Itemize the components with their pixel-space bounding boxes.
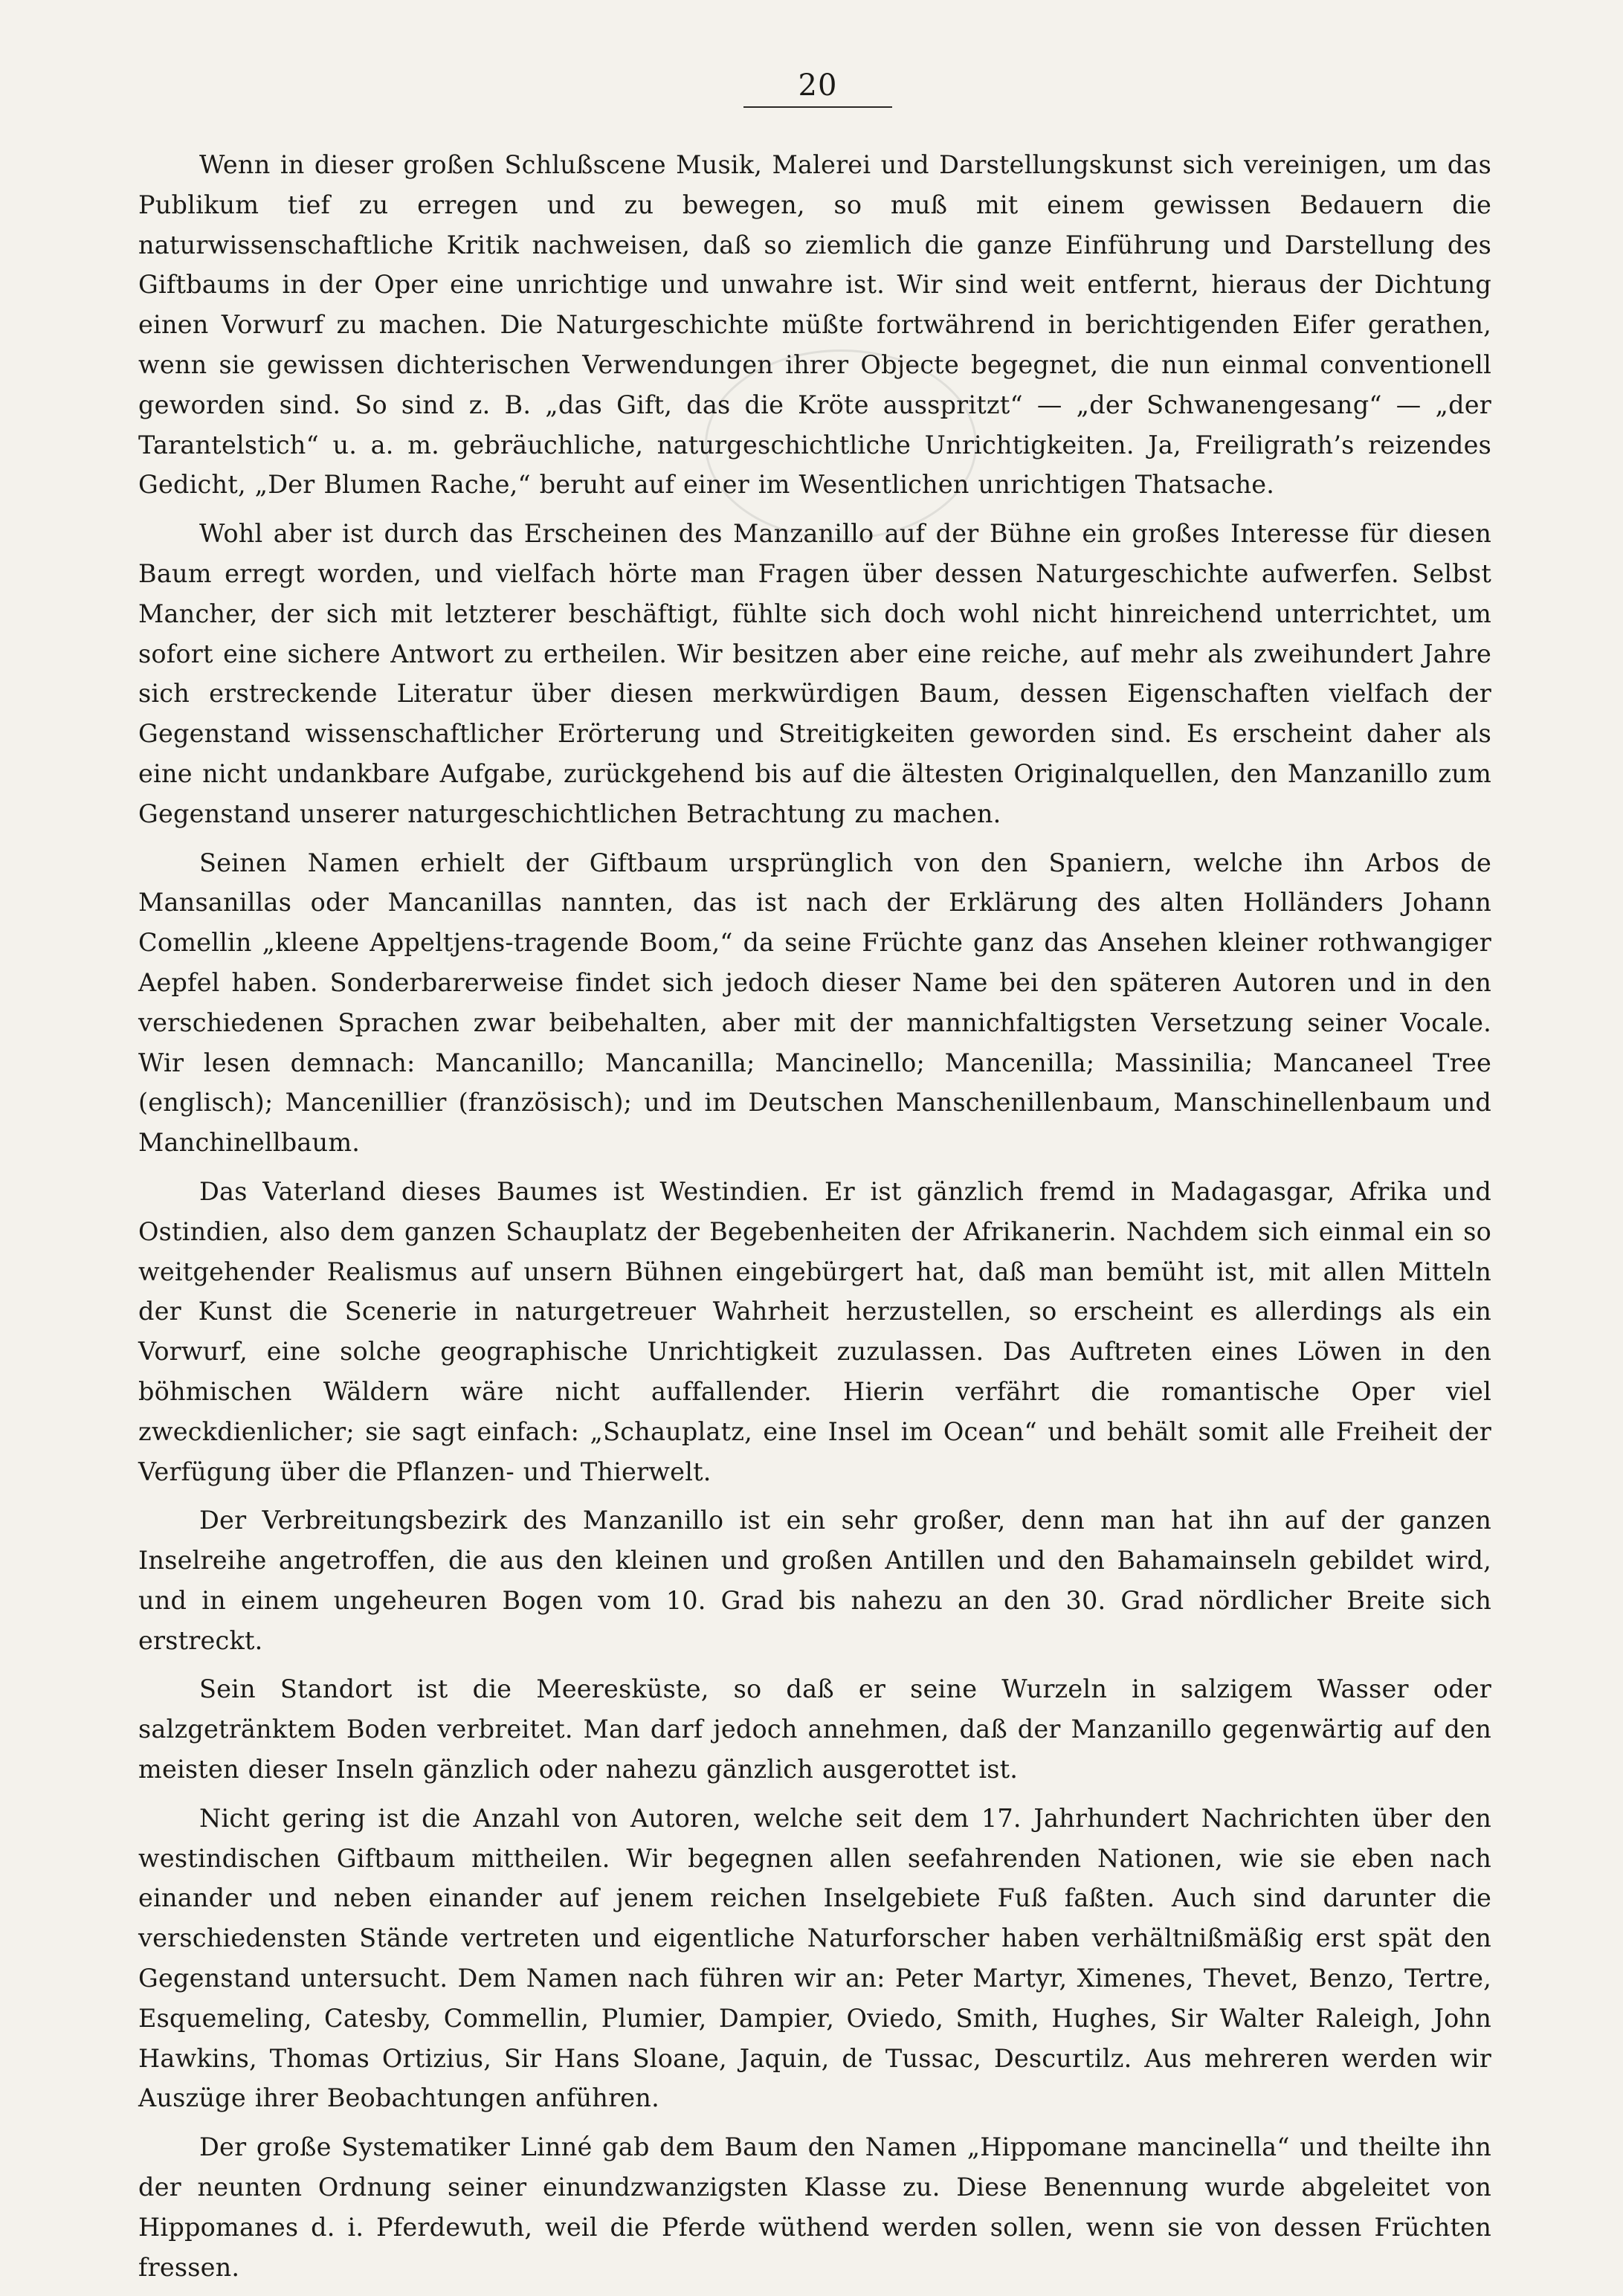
- page-number: 20: [798, 68, 838, 103]
- paragraph-3: Seinen Namen erhielt der Giftbaum ursprünglich von den Spaniern, welche ihn Arbos de Mansanillas oder Mancanillas nannten, das ist nach der Erklärung des alten Holländers Johann Comellin „kleene Appeltjens-tragende Boom,“ da seine Früchte ganz das Ansehen kleiner rothwangiger Aepfel haben. Sonderbarerweise findet sich jedoch dieser Name bei den späteren Autoren und in den verschiedenen Sprachen zwar beibehalten, aber mit der mannichfaltigsten Versetzung seiner Vocale. Wir lesen demnach: Mancanillo; Mancanilla; Mancinello; Mancenilla; Massinilia; Mancaneel Tree (englisch); Mancenillier (französisch); und im Deutschen Manschenillenbaum, Manschinellenbaum und Manchinellbaum.: [138, 848, 1491, 1158]
- paragraph-6: Sein Standort ist die Meeresküste, so daß er seine Wurzeln in salzigem Wasser oder salzgetränktem Boden verbreitet. Man darf jedoch annehmen, daß der Manzanillo gegenwärtig auf den meisten dieser Inseln gänzlich oder nahezu gänzlich ausgerottet ist.: [138, 1674, 1491, 1784]
- paragraph-2: Wohl aber ist durch das Erscheinen des Manzanillo auf der Bühne ein großes Interesse für diesen Baum erregt worden, und vielfach hörte man Fragen über dessen Naturgeschichte aufwerfen. Selbst Mancher, der sich mit letzterer beschäftigt, fühlte sich doch wohl nicht hinreichend unterrichtet, um sofort eine sichere Antwort zu ertheilen. Wir besitzen aber eine reiche, auf mehr als zweihundert Jahre sich erstreckende Literatur über diesen merkwürdigen Baum, dessen Eigenschaften vielfach der Gegenstand wissenschaftlicher Erörterung und Streitigkeiten geworden sind. Es erscheint daher als eine nicht undankbare Aufgabe, zurückgehend bis auf die ältesten Originalquellen, den Manzanillo zum Gegenstand unserer naturgeschichtlichen Betrachtung zu machen.: [138, 519, 1491, 828]
- body-text: [138, 145, 1491, 2296]
- paragraph-8: Der große Systematiker Linné gab dem Baum den Namen „Hippomane mancinella“ und theilte ihn der neunten Ordnung seiner einundzwanzigsten Klasse zu. Diese Benennung wurde abgeleitet von Hippomanes d. i. Pferdewuth, weil die Pferde wüthend werden sollen, wenn sie von dessen Früchten fressen.: [138, 2132, 1491, 2282]
- page-number-rule: [743, 106, 892, 108]
- paragraph-1: Wenn in dieser großen Schlußscene Musik, Malerei und Darstellungskunst sich vereinigen, um das Publikum tief zu erregen und zu bewegen, so muß mit einem gewissen Bedauern die naturwissenschaftliche Kritik nachweisen, daß so ziemlich die ganze Einführung und Darstellung des Giftbaums in der Oper eine unrichtige und unwahre ist. Wir sind weit entfernt, hieraus der Dichtung einen Vorwurf zu machen. Die Naturgeschichte müßte fortwährend in berichtigenden Eifer gerathen, wenn sie gewissen dichterischen Verwendungen ihrer Objecte begegnet, die nun einmal conventionell geworden sind. So sind z. B. „das Gift, das die Kröte ausspritzt“ — „der Schwanengesang“ — „der Tarantelstich“ u. a. m. gebräuchliche, naturgeschichtliche Unrichtigkeiten. Ja, Freiligrath’s reizendes Gedicht, „Der Blumen Rache,“ beruht auf einer im Wesentlichen unrichtigen Thatsache.: [138, 150, 1491, 500]
- paragraph-7: Nicht gering ist die Anzahl von Autoren, welche seit dem 17. Jahrhundert Nachrichten über den westindischen Giftbaum mittheilen. Wir begegnen allen seefahrenden Nationen, wie sie eben nach einander und neben einander auf jenem reichen Inselgebiete Fuß faßten. Auch sind darunter die verschiedensten Stände vertreten und eigentliche Naturforscher haben verhältnißmäßig erst spät den Gegenstand untersucht. Dem Namen nach führen wir an: Peter Martyr, Ximenes, Thevet, Benzo, Tertre, Esquemeling, Catesby, Commellin, Plumier, Dampier, Oviedo, Smith, Hughes, Sir Walter Raleigh, John Hawkins, Thomas Ortizius, Sir Hans Sloane, Jaquin, de Tussac, Descurtilz. Aus mehreren werden wir Auszüge ihrer Beobachtungen anführen.: [138, 1803, 1491, 2113]
- paragraph-4: Das Vaterland dieses Baumes ist Westindien. Er ist gänzlich fremd in Madagasgar, Afrika und Ostindien, also dem ganzen Schauplatz der Begebenheiten der Afrikanerin. Nachdem sich einmal ein so weitgehender Realismus auf unsern Bühnen eingebürgert hat, daß man bemüht ist, mit allen Mitteln der Kunst die Scenerie in naturgetreuer Wahrheit herzustellen, so erscheint es allerdings als ein Vorwurf, eine solche geographische Unrichtigkeit zuzulassen. Das Auftreten eines Löwen in den böhmischen Wäldern wäre nicht auffallender. Hierin verfährt die romantische Oper viel zweckdienlicher; sie sagt einfach: „Schauplatz, eine Insel im Ocean“ und behält somit alle Freiheit der Verfügung über die Pflanzen- und Thierwelt.: [138, 1176, 1491, 1486]
- paragraph-5: Der Verbreitungsbezirk des Manzanillo ist ein sehr großer, denn man hat ihn auf der ganzen Inselreihe angetroffen, die aus den kleinen und großen Antillen und den Bahamainseln gebildet wird, und in einem ungeheuren Bogen vom 10. Grad bis nahezu an den 30. Grad nördlicher Breite sich erstreckt.: [138, 1506, 1491, 1655]
